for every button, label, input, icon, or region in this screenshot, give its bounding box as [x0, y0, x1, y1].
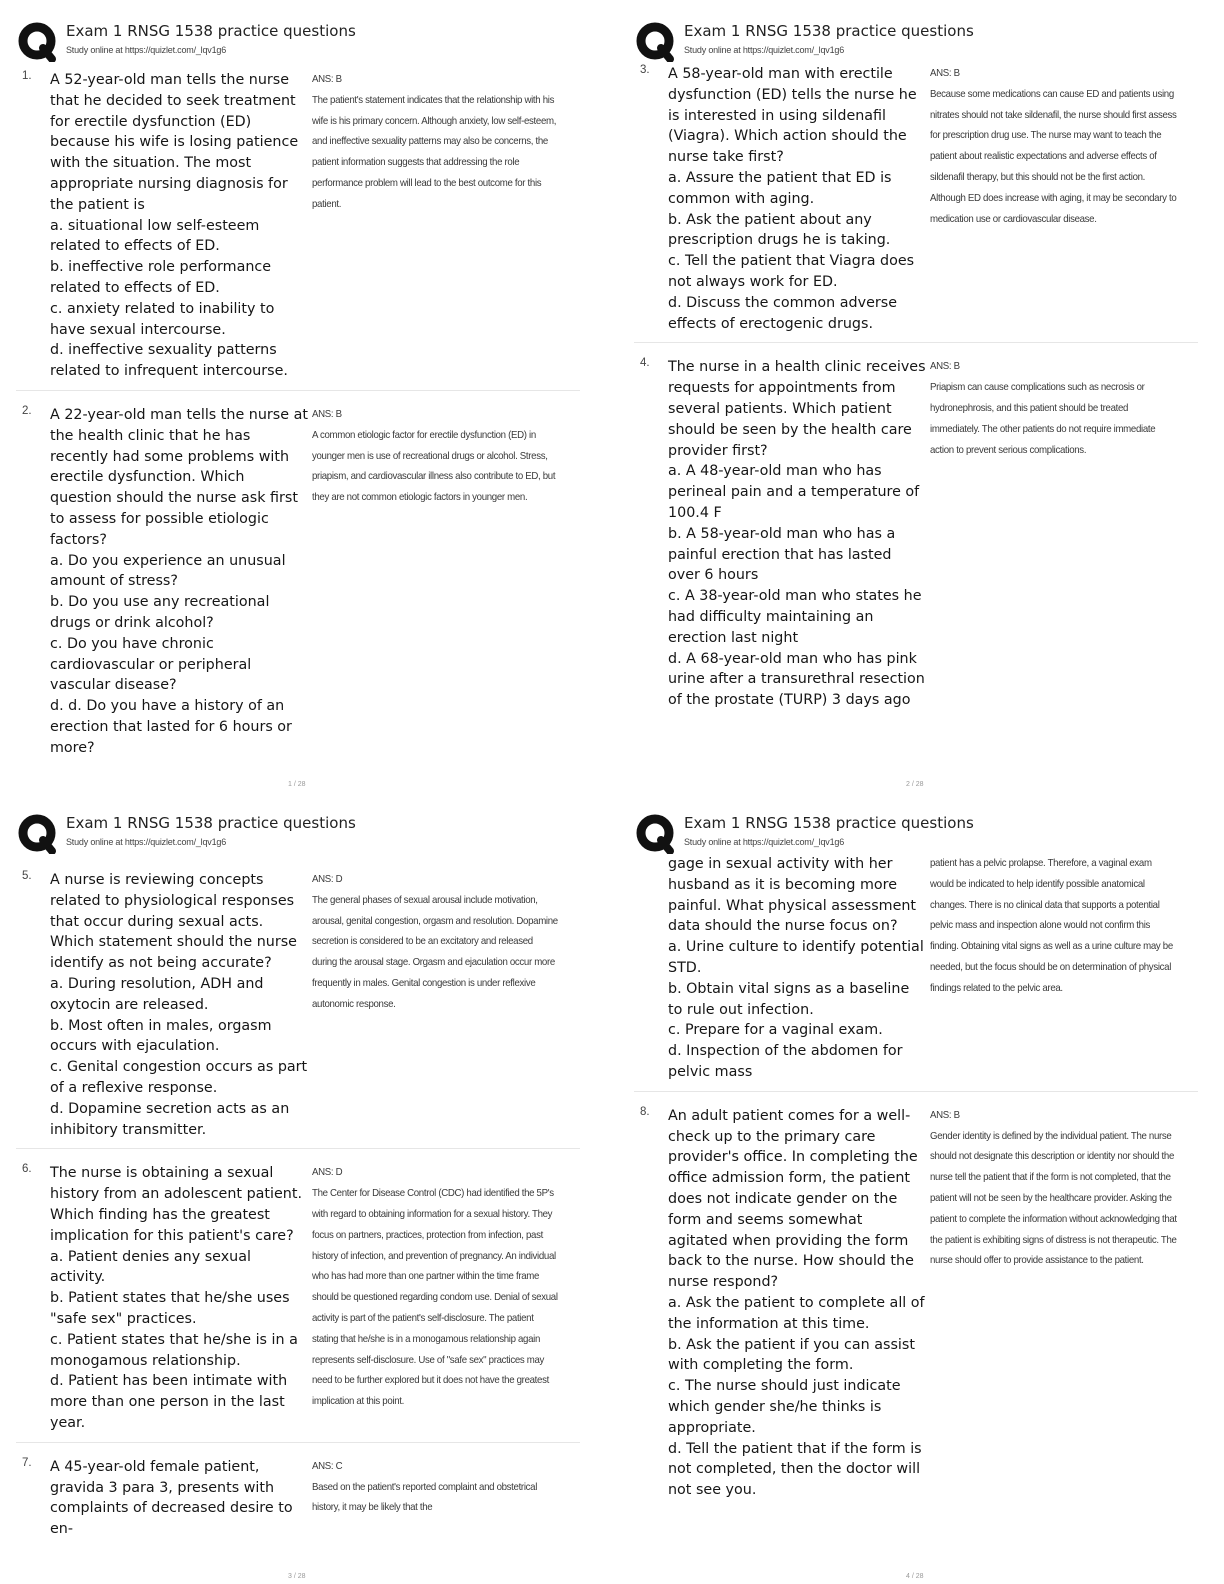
- page-header: [634, 16, 1224, 66]
- study-online-link[interactable]: Study online at https://quizlet.com/_lqv1g6: [684, 837, 845, 847]
- page-3: [16, 808, 606, 1584]
- quizlet-logo-icon: [636, 22, 676, 62]
- question-stem: The nurse in a health clinic receives requests for appointments from several patients. Which patient should be seen by the health care provider first?: [668, 359, 926, 459]
- answer-option: b. Ask the patient if you can assist with completing the form.: [668, 1336, 915, 1374]
- question-stem: A nurse is reviewing concepts related to physiological responses that occur during sexual acts. Which statement should the nurse identify as not being accurate?: [50, 872, 297, 972]
- page-title: Exam 1 RNSG 1538 practice questions: [684, 814, 974, 832]
- answer-option: c. Patient states that he/she is in a monogamous relationship.: [50, 1331, 298, 1369]
- answer-option: c. Do you have chronic cardiovascular or peripheral vascular disease?: [50, 635, 252, 694]
- answer-option: c. Tell the patient that Viagra does not always work for ED.: [668, 253, 915, 290]
- question-body: [50, 405, 308, 759]
- answer-option: c. anxiety related to inability to have sexual intercourse.: [50, 300, 275, 338]
- question-stem: gage in sexual activity with her husband as it is becoming more painful. What physical assessment data should the nurse focus on?: [668, 856, 917, 935]
- page-number: 1 / 28: [288, 781, 306, 788]
- answer-key: ANS: B: [930, 1109, 960, 1121]
- answer-rationale: [930, 357, 1177, 461]
- answer-option: d. Dopamine secretion acts as an inhibitory transmitter.: [50, 1100, 290, 1138]
- answer-option: d. d. Do you have a history of an erection that lasted for 6 hours or more?: [50, 698, 292, 756]
- answer-key: ANS: B: [930, 361, 960, 373]
- question-body: [50, 1163, 308, 1433]
- page-title: Exam 1 RNSG 1538 practice questions: [66, 814, 356, 832]
- answer-rationale: [930, 64, 1177, 230]
- answer-rationale: [930, 854, 1177, 1000]
- answer-rationale: [312, 1457, 559, 1519]
- question-card: [634, 353, 1198, 719]
- answer-option: d. Discuss the common adverse effects of erectogenic drugs.: [668, 294, 897, 332]
- answer-key: ANS: B: [312, 408, 342, 420]
- question-body: [50, 70, 308, 382]
- answer-option: c. Genital congestion occurs as part of a reflexive response.: [50, 1059, 308, 1096]
- page-title: Exam 1 RNSG 1538 practice questions: [66, 22, 356, 40]
- question-card: [16, 1453, 580, 1548]
- page-number: 4 / 28: [906, 1573, 924, 1580]
- quizlet-logo-icon: [18, 814, 58, 854]
- rationale-text: Because some medications can cause ED and patients using nitrates should not take sildenafil, the nurse should first assess for prescription drug use. The nurse may want to teach the patient about realistic expectations and adverse effects of sildenafil therapy, but this should not be the first action. Although ED does increase with aging, it may be secondary to medication use or cardiovascular disease.: [930, 88, 1177, 225]
- answer-option: d. Inspection of the abdomen for pelvic mass: [668, 1043, 903, 1080]
- answer-option: a. Do you experience an unusual amount of stress?: [50, 552, 286, 590]
- answer-option: b. Patient states that he/she uses "safe sex" practices.: [50, 1290, 290, 1327]
- question-number: 3.: [640, 64, 650, 76]
- answer-option: d. A 68-year-old man who has pink urine after a transurethral resection of the prostate (TURP) 3 days ago: [668, 650, 925, 709]
- answer-option: b. Do you use any recreational drugs or drink alcohol?: [50, 594, 270, 631]
- question-card: [634, 60, 1198, 343]
- answer-option: b. Ask the patient about any prescription drugs he is taking.: [668, 211, 891, 249]
- answer-option: b. Obtain vital signs as a baseline to rule out infection.: [668, 980, 910, 1018]
- question-body: [668, 64, 926, 334]
- page-number: 3 / 28: [288, 1573, 306, 1580]
- question-list: [634, 850, 1198, 1519]
- answer-key: ANS: D: [312, 1167, 343, 1179]
- answer-key: ANS: C: [312, 1460, 343, 1472]
- question-card: [16, 866, 580, 1149]
- page-2: [634, 16, 1224, 796]
- answer-option: d. Patient has been intimate with more than one person in the last year.: [50, 1373, 288, 1431]
- question-list: [16, 866, 580, 1558]
- answer-key: ANS: B: [312, 74, 342, 85]
- page-title: Exam 1 RNSG 1538 practice questions: [684, 22, 974, 40]
- answer-option: b. A 58-year-old man who has a painful erection that has lasted over 6 hours: [668, 525, 896, 584]
- rationale-text: The patient's statement indicates that the relationship with his wife is his primary concern. Although anxiety, low self-esteem, and ineffective sexuality patterns may also be concerns, the patient information suggests that addressing the role performance problem will lead to the best outcome for this patient.: [312, 94, 557, 210]
- question-number: 7.: [22, 1456, 32, 1469]
- question-card: [16, 1159, 580, 1442]
- answer-option: a. situational low self-esteem related to effects of ED.: [50, 217, 260, 255]
- page-header: [16, 16, 606, 66]
- answer-option: c. The nurse should just indicate which gender she/he thinks is appropriate.: [668, 1378, 901, 1436]
- answer-rationale: [930, 1106, 1177, 1272]
- study-online-link[interactable]: Study online at https://quizlet.com/_lqv1g6: [684, 45, 845, 55]
- quizlet-logo-icon: [636, 814, 676, 854]
- question-number: 8.: [640, 1105, 650, 1118]
- answer-option: a. Urine culture to identify potential STD.: [668, 939, 924, 976]
- answer-option: d. ineffective sexuality patterns related to infrequent intercourse.: [50, 342, 288, 380]
- quizlet-logo-icon: [18, 22, 58, 62]
- page-1: [16, 16, 606, 796]
- answer-rationale: [312, 70, 559, 216]
- answer-option: b. Most often in males, orgasm occurs with ejaculation.: [50, 1017, 272, 1055]
- answer-option: a. Ask the patient to complete all of the information at this time.: [668, 1294, 925, 1332]
- answer-option: a. Assure the patient that ED is common with aging.: [668, 169, 892, 207]
- rationale-text: patient has a pelvic prolapse. Therefore, a vaginal exam would be indicated to help identify possible anatomical changes. There is no clinical data that supports a potential pelvic mass and inspection alone would not confirm this finding. Obtaining vital signs as well as a urine culture may be needed, but the focus should be on determination of physical findings related to the pelvic area.: [930, 858, 1173, 994]
- question-card: [16, 66, 580, 391]
- question-stem: A 52-year-old man tells the nurse that he decided to seek treatment for erectile dysfunction (ED) because his wife is losing patience with the situation. The most appropriate nursing diagnosis for the patient is: [50, 72, 299, 213]
- answer-option: a. A 48-year-old man who has perineal pain and a temperature of 100.4 F: [668, 463, 920, 521]
- question-card: [634, 1102, 1198, 1509]
- answer-key: ANS: B: [930, 68, 960, 79]
- page-number: 2 / 28: [906, 781, 924, 788]
- question-body: [668, 357, 926, 711]
- rationale-text: Priapism can cause complications such as necrosis or hydronephrosis, and this patient should be treated immediately. The other patients do not require immediate action to prevent serious complications.: [930, 382, 1156, 456]
- rationale-text: The Center for Disease Control (CDC) had identified the 5P's with regard to obtaining information for a sexual history. They focus on partners, practices, protection from infection, past history of infection, and prevention of pregnancy. An individual who has had more than one partner within the time frame should be questioned regarding condom use. Denial of sexual activity is part of the patient's self-disclosure. The patient stating that he/she is in a monogamous relationship again represents self-disclosure. Use of "safe sex" practices may need to be further explored but it does not have the greatest implication at this point.: [312, 1188, 558, 1408]
- question-stem: A 58-year-old man with erectile dysfunction (ED) tells the nurse he is interested in using sildenafil (Viagra). Which action should the nurse take first?: [668, 66, 917, 166]
- answer-rationale: [312, 1163, 559, 1413]
- answer-option: a. Patient denies any sexual activity.: [50, 1248, 251, 1286]
- answer-option: a. During resolution, ADH and oxytocin are released.: [50, 975, 264, 1013]
- question-body: [50, 1457, 308, 1540]
- question-body: [50, 870, 308, 1140]
- question-stem: A 45-year-old female patient, gravida 3 para 3, presents with complaints of decreased desire to en-: [50, 1458, 293, 1538]
- answer-option: c. A 38-year-old man who states he had difficulty maintaining an erection last night: [668, 588, 922, 646]
- rationale-text: Based on the patient's reported complaint and obstetrical history, it may be likely that the: [312, 1481, 538, 1514]
- question-number: 1.: [22, 70, 32, 82]
- question-stem: An adult patient comes for a well-check up to the primary care provider's office. In completing the office admission form, the patient does not indicate gender on the form and seems somewhat agitated when providing the form back to the nurse. How should the nurse respond?: [668, 1107, 918, 1291]
- question-list: [16, 66, 580, 777]
- answer-rationale: [312, 405, 559, 509]
- page-header: [16, 808, 606, 858]
- question-card-continued: [634, 850, 1198, 1092]
- study-online-link[interactable]: Study online at https://quizlet.com/_lqv1g6: [66, 45, 227, 55]
- rationale-text: Gender identity is defined by the individual patient. The nurse should not designate this description or identity nor should the nurse tell the patient that if the form is not completed, that the patient will not be seen by the healthcare provider. Asking the patient to complete the information without acknowledging that the patient is exhibiting signs of distress is not therapeutic. The nurse should offer to provide assistance to the patient.: [930, 1130, 1177, 1267]
- answer-option: c. Prepare for a vaginal exam.: [668, 1022, 883, 1039]
- question-stem: The nurse is obtaining a sexual history from an adolescent patient. Which finding has the greatest implication for this patient's care?: [50, 1165, 302, 1244]
- answer-option: d. Tell the patient that if the form is not completed, then the doctor will not see you.: [668, 1440, 922, 1499]
- rationale-text: The general phases of sexual arousal include motivation, arousal, genital congestion, orgasm and resolution. Dopamine secretion is considered to be an excitatory and released during the arousal stage. Orgasm and ejaculation occur more frequently in males. Genital congestion is under reflexive autonomic response.: [312, 894, 558, 1010]
- question-number: 6.: [22, 1163, 32, 1176]
- question-number: 5.: [22, 870, 32, 882]
- question-number: 4.: [640, 357, 650, 370]
- question-card: [16, 401, 580, 767]
- study-online-link[interactable]: Study online at https://quizlet.com/_lqv1g6: [66, 837, 227, 847]
- rationale-text: A common etiologic factor for erectile dysfunction (ED) in younger men is use of recreational drugs or alcohol. Stress, priapism, and cardiovascular illness also contribute to ED, but they are not common etiologic factors in younger men.: [312, 429, 556, 504]
- question-number: 2.: [22, 404, 32, 417]
- question-list: [634, 60, 1198, 729]
- question-stem: A 22-year-old man tells the nurse at the health clinic that he has recently had some problems with erectile dysfunction. Which question should the nurse ask first to assess for possible etiologic factors?: [50, 406, 308, 548]
- answer-key: ANS: D: [312, 874, 343, 885]
- page-4: [634, 808, 1224, 1584]
- answer-rationale: [312, 870, 559, 1016]
- question-body: [668, 1106, 926, 1501]
- question-body: [668, 854, 926, 1083]
- answer-option: b. ineffective role performance related to effects of ED.: [50, 259, 272, 296]
